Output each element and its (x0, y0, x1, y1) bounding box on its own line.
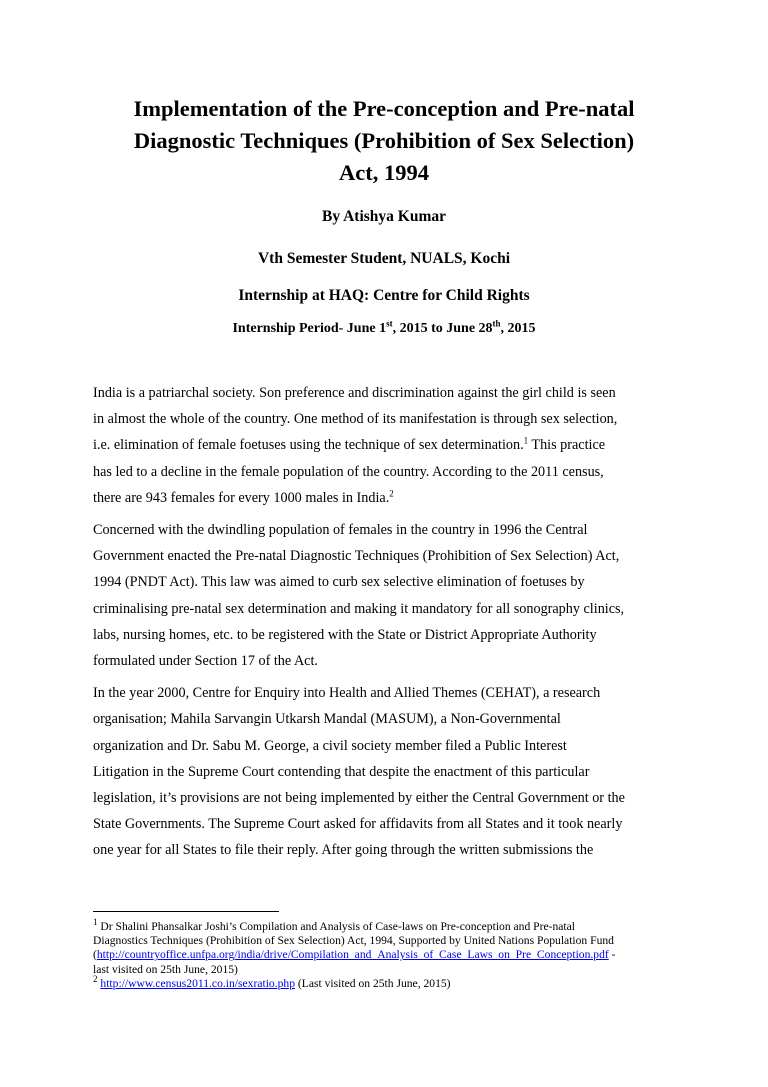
paragraph-1-line-4: has led to a decline in the female population of the country. According to the 2011 census, (93, 463, 604, 480)
paragraph-3-line-2: organisation; Mahila Sarvangin Utkarsh Mandal (MASUM), a Non-Governmental (93, 711, 561, 728)
paragraph-3-line-4: Litigation in the Supreme Court contending that despite the enactment of this particular (93, 763, 590, 780)
footnote-1-link[interactable]: http://countryoffice.unfpa.org/india/drive/Compilation_and_Analysis_of_Case_Laws_on_Pre_Conception.pdf (96, 948, 609, 962)
period-middle: , 2015 to June 28 (392, 321, 493, 336)
p1-line3-tail: This practice (528, 437, 606, 454)
title-line-1: Implementation of the Pre-conception and Pre-natal (133, 96, 635, 121)
footnote-1-link-after: - (608, 948, 616, 962)
body-text (93, 380, 687, 870)
affiliation-line: Vth Semester Student, NUALS, Kochi (257, 250, 511, 267)
footnotes (93, 917, 687, 991)
paragraph-3-line-6: State Governments. The Supreme Court asked for affidavits from all States and it took nearly (93, 816, 623, 833)
paragraph-1-line-1: India is a patriarchal society. Son preference and discrimination against the girl child is seen (93, 385, 616, 401)
footnote-separator (93, 911, 279, 912)
p1-line5-text: there are 943 females for every 1000 males in India. (93, 489, 390, 506)
footnote-1-line-1 (93, 917, 687, 934)
period-end-sup: th (492, 318, 501, 329)
footnote-2-line-1 (93, 973, 687, 991)
paragraph-3 (93, 680, 687, 863)
period-prefix: Internship Period- June 1 (232, 321, 387, 336)
footnote-1-line-3 (93, 948, 687, 962)
paragraph-2-line-3: 1994 (PNDT Act). This law was aimed to curb sex selective elimination of foetuses by (93, 574, 585, 591)
paragraph-1-line-3 (93, 432, 687, 458)
footnote-1-link-open: ( (93, 948, 97, 962)
footnote-2-link[interactable]: http://www.census2011.co.in/sexratio.php (100, 976, 296, 990)
paragraph-1-line-2: in almost the whole of the country. One method of its manifestation is through sex selection, (93, 411, 618, 428)
paragraph-3-line-1: In the year 2000, Centre for Enquiry into Health and Allied Themes (CEHAT), a research (93, 685, 601, 702)
footnote-ref-2[interactable]: 2 (389, 488, 394, 499)
paragraph-2 (93, 517, 687, 674)
paragraph-2-line-1: Concerned with the dwindling population of females in the country in 1996 the Central (93, 522, 588, 539)
footnote-2-number: 2 (93, 973, 98, 984)
paragraph-3-line-7: one year for all States to file their reply. After going through the written submissions the (93, 842, 594, 859)
page-title (80, 93, 688, 189)
paragraph-2-line-6: formulated under Section 17 of the Act. (93, 653, 318, 670)
footnote-1-number: 1 (93, 917, 98, 928)
p1-line3-text: i.e. elimination of female foetuses using the technique of sex determination. (93, 437, 524, 454)
footnote-1 (93, 917, 687, 977)
internship-line: Internship at HAQ: Centre for Child Rights (238, 287, 530, 304)
paragraph-3-line-5: legislation, it’s provisions are not being implemented by either the Central Government or the (93, 790, 625, 807)
period-start-sup: st (386, 318, 393, 329)
paragraph-2-line-5: labs, nursing homes, etc. to be registered with the State or District Appropriate Authority (93, 626, 597, 643)
author-line: By Atishya Kumar (321, 208, 446, 225)
paragraph-2-line-4: criminalising pre-natal sex determination and making it mandatory for all sonography clinics, (93, 600, 625, 617)
period-suffix: , 2015 (500, 321, 536, 336)
footnote-1-line-2: Diagnostics Techniques (Prohibition of Sex Selection) Act, 1994, Supported by United Nations Population Fund (93, 934, 614, 948)
footnote-1-line-4: last visited on 25th June, 2015) (93, 962, 238, 976)
footnote-2-tail: (Last visited on 25th June, 2015) (295, 976, 451, 990)
footnote-ref-1[interactable]: 1 (523, 435, 529, 446)
title-line-3: Act, 1994 (339, 160, 429, 185)
paragraph-1 (93, 380, 687, 511)
paragraph-3-line-3: organization and Dr. Sabu M. George, a civil society member filed a Public Interest (93, 737, 567, 754)
footnote-2 (93, 973, 687, 991)
paragraph-2-line-2: Government enacted the Pre-natal Diagnostic Techniques (Prohibition of Sex Selection) Act, (93, 548, 620, 565)
internship-period-line (80, 319, 688, 339)
title-line-2: Diagnostic Techniques (Prohibition of Sex Selection) (133, 128, 635, 153)
paragraph-1-line-5 (93, 485, 687, 511)
footnote-1-text-1: Dr Shalini Phansalkar Joshi’s Compilation and Analysis of Case-laws on Pre-conception and Pre-natal (97, 920, 576, 933)
